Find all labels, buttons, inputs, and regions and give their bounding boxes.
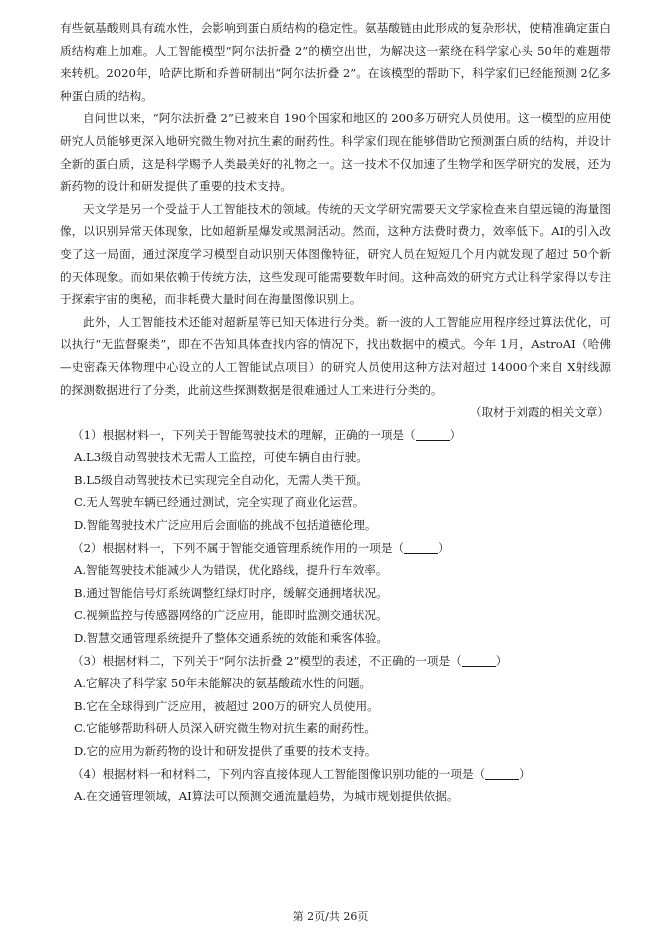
option-a: A.它解决了科学家 50年未能解决的氨基酸疏水性的问题。 xyxy=(74,676,372,691)
option-d: D.智慧交通管理系统提升了整体交通系统的效能和乘客体验。 xyxy=(74,631,389,646)
option-d: D.智能驾驶技术广泛应用后会面临的挑战不包括道德伦理。 xyxy=(74,518,377,533)
option-c: C.它能够帮助科研人员深入研究微生物对抗生素的耐药性。 xyxy=(74,721,376,736)
question-3 xyxy=(60,650,611,763)
question-4 xyxy=(60,763,611,808)
question-stem: （4）根据材料一和材料二，下列内容直接体现人工智能图像识别功能的一项是（ ） xyxy=(72,766,531,781)
source-note: （取材于刘霞的相关文章） xyxy=(469,405,609,420)
option-b: B.通过智能信号灯系统调整红绿灯时序，缓解交通拥堵状况。 xyxy=(74,585,388,600)
answer-blank xyxy=(404,541,438,554)
paragraph-2: 自问世以来，“阿尔法折叠 2”已被来自 190个国家和地区的 200多万研究人员使用。这一模型的应用使研究人员能够更深入地研究微生物对抗生素的耐药性。科学家们现在能够借助它预测蛋白质的结构，并设计全新的蛋白质，这是科学赐予人类最美好的礼物之一。这一技术不仅加速了生物学和医学研究的发展，还为新药物的设计和研发提供了重要的技术支持。 xyxy=(60,111,611,194)
option-a: A.智能驾驶技术能减少人为错误，优化路线，提升行车效率。 xyxy=(74,563,388,578)
option-c: C.无人驾驶车辆已经通过测试，完全实现了商业化运营。 xyxy=(74,495,365,510)
option-d: D.它的应用为新药物的设计和研发提供了重要的技术支持。 xyxy=(74,744,377,758)
question-stem: （2）根据材料一，下列不属于智能交通管理系统作用的一项是（ ） xyxy=(72,540,450,555)
option-a: A.L3级自动驾驶技术无需人工监控，可使车辆自由行驶。 xyxy=(74,450,368,465)
question-1 xyxy=(60,424,611,537)
option-b: B.它在全球得到广泛应用，被超过 200万的研究人员使用。 xyxy=(74,698,379,713)
document-body xyxy=(60,17,611,808)
answer-blank xyxy=(462,654,496,667)
answer-blank xyxy=(416,428,450,441)
option-b: B.L5级自动驾驶技术已实现完全自动化，无需人类干预。 xyxy=(74,472,368,487)
option-c: C.视频监控与传感器网络的广泛应用，能即时监测交通状况。 xyxy=(74,608,388,623)
answer-blank xyxy=(485,767,519,780)
question-stem: （1）根据材料一，下列关于智能驾驶技术的理解，正确的一项是（ ） xyxy=(72,427,462,442)
option-a: A.在交通管理领域，AI算法可以预测交通流量趋势，为城市规划提供依据。 xyxy=(74,789,459,804)
page-footer: 第 2页/共 26页 xyxy=(292,910,369,923)
paragraph-4: 此外，人工智能技术还能对超新星等已知天体进行分类。新一波的人工智能应用程序经过算法优化，可以执行“无监督聚类”，即在不告知具体查找内容的情况下，找出数据中的模式。今年 1月，AstroAI（哈佛—史密森天体物理中心设立的人工智能试点项目）的研究人员使用这种方法对超过 14000个来自 X射线源的探测数据进行了分类，此前这些探测数据是很难通过人工来进行分类的。 xyxy=(60,314,611,397)
question-2 xyxy=(60,537,611,650)
paragraph-1: 有些氨基酸则具有疏水性，会影响到蛋白质结构的稳定性。氨基酸链由此形成的复杂形状，使精准确定蛋白质结构难上加难。人工智能模型“阿尔法折叠 2”的横空出世，为解决这一萦绕在科学家心头 50年的难题带来转机。2020年，哈萨比斯和乔普研制出“阿尔法折叠 2”。在该模型的帮助下，科学家们已经能预测 2亿多种蛋白质的结构。 xyxy=(60,21,611,103)
paragraph-3: 天文学是另一个受益于人工智能技术的领域。传统的天文学研究需要天文学家检查来自望远镜的海量图像，以识别异常天体现象，比如超新星爆发或黑洞活动。然而，这种方法费时费力，效率低下。AI的引入改变了这一局面，通过深度学习模型自动识别天体图像特征，研究人员在短短几个月内就发现了超过 50个新的天体现象。而如果依赖于传统方法，这些发现可能需要数年时间。这种高效的研究方式让科学家得以专注于探索宇宙的奥秘，而非耗费大量时间在海量图像识别上。 xyxy=(60,201,611,307)
question-stem: （3）根据材料二，下列关于“阿尔法折叠 2”模型的表述，不正确的一项是（ ） xyxy=(72,653,508,668)
